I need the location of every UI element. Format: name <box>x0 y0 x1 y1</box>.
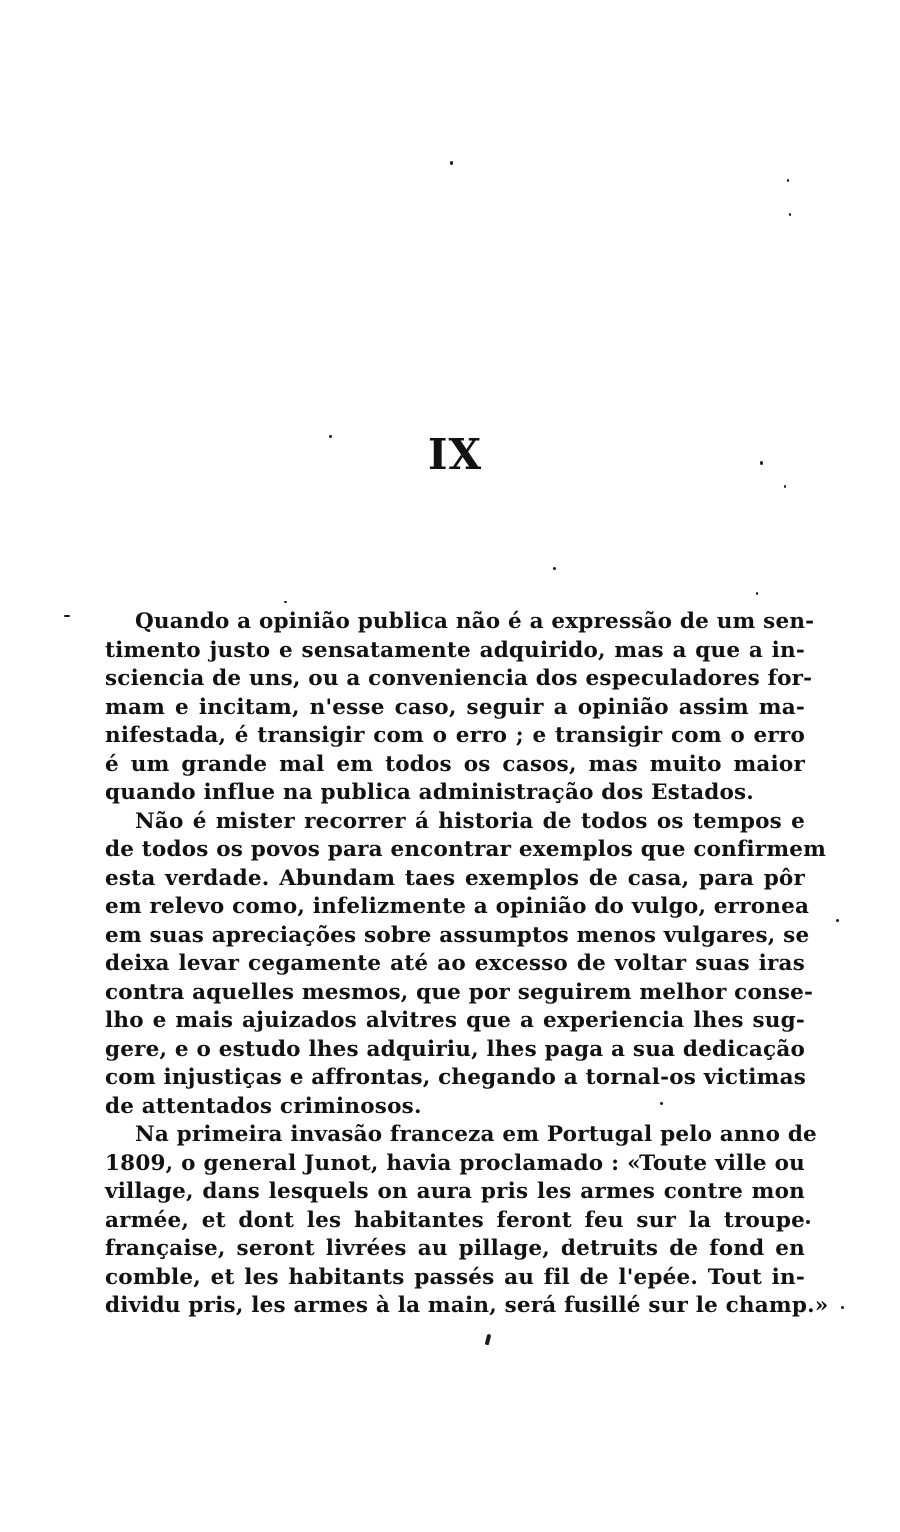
text-line: sciencia de uns, ou a conveniencia dos especuladores for- <box>105 666 813 691</box>
scan-speck <box>756 592 758 595</box>
scan-speck <box>836 919 839 922</box>
text-line: village, dans lesquels on aura pris les armes contre mon <box>105 1179 805 1204</box>
text-line: em relevo como, infelizmente a opinião do vulgo, erronea <box>105 894 810 919</box>
text-block <box>105 608 829 1321</box>
scan-speck <box>789 213 791 216</box>
text-line: lho e mais ajuizados alvitres que a experiencia lhes sug- <box>105 1008 805 1033</box>
text-line: esta verdade. Abundam taes exemplos de casa, para pôr <box>105 865 805 891</box>
text-line: gere, e o estudo lhes adquiriu, lhes paga a sua dedicação <box>105 1036 805 1062</box>
scan-speck <box>660 1102 663 1105</box>
text-line: Na primeira invasão franceza em Portugal pelo anno de <box>135 1122 817 1147</box>
scan-speck <box>329 435 332 438</box>
paragraph <box>105 808 827 1122</box>
scan-speck <box>841 1306 844 1309</box>
scan-speck <box>784 485 786 488</box>
scan-speck <box>806 1220 810 1224</box>
text-line: deixa levar cegamente até ao excesso de voltar suas iras <box>105 951 805 976</box>
text-line: de attentados criminosos. <box>105 1093 422 1119</box>
text-line: française, seront livrées au pillage, detruits de fond en <box>105 1236 805 1261</box>
scan-speck <box>787 179 789 182</box>
text-line: é um grande mal em todos os casos, mas muito maior <box>105 751 805 777</box>
chapter-heading: IX <box>427 430 483 479</box>
scan-speck <box>450 161 453 165</box>
text-line: com injustiças e affrontas, chegando a tornal-os victimas <box>105 1065 807 1090</box>
scan-speck <box>284 601 287 603</box>
paragraph <box>105 608 815 808</box>
scan-speck <box>760 461 763 465</box>
text-line: armée, et dont les habitantes feront feu sur la troupe <box>105 1207 805 1233</box>
scan-speck <box>485 1334 492 1346</box>
text-line: 1809, o general Junot, havia proclamado : «Toute ville ou <box>105 1150 805 1176</box>
text-line: nifestada, é transigir com o erro ; e transigir com o erro <box>105 723 805 748</box>
text-line: de todos os povos para encontrar exemplos que confirmem <box>105 837 827 862</box>
paragraph <box>105 1121 829 1321</box>
text-line: comble, et les habitants passés au fil de l'epée. Tout in- <box>105 1264 805 1290</box>
text-line: Quando a opinião publica não é a expressão de um sen- <box>135 609 815 634</box>
text-line: timento justo e sensatamente adquirido, mas a que a in- <box>105 637 805 663</box>
text-line: Não é mister recorrer á historia de todos os tempos e <box>135 808 805 834</box>
text-line: contra aquelles mesmos, que por seguirem melhor conse- <box>105 979 814 1005</box>
scan-speck <box>64 615 70 617</box>
text-line: dividu pris, les armes à la main, será fusillé sur le champ.» <box>105 1293 829 1318</box>
text-line: em suas apreciações sobre assumptos menos vulgares, se <box>105 922 810 948</box>
text-line: quando influe na publica administração dos Estados. <box>105 780 754 805</box>
text-line: mam e incitam, n'esse caso, seguir a opinião assim ma- <box>105 694 805 720</box>
scan-speck <box>553 567 556 570</box>
